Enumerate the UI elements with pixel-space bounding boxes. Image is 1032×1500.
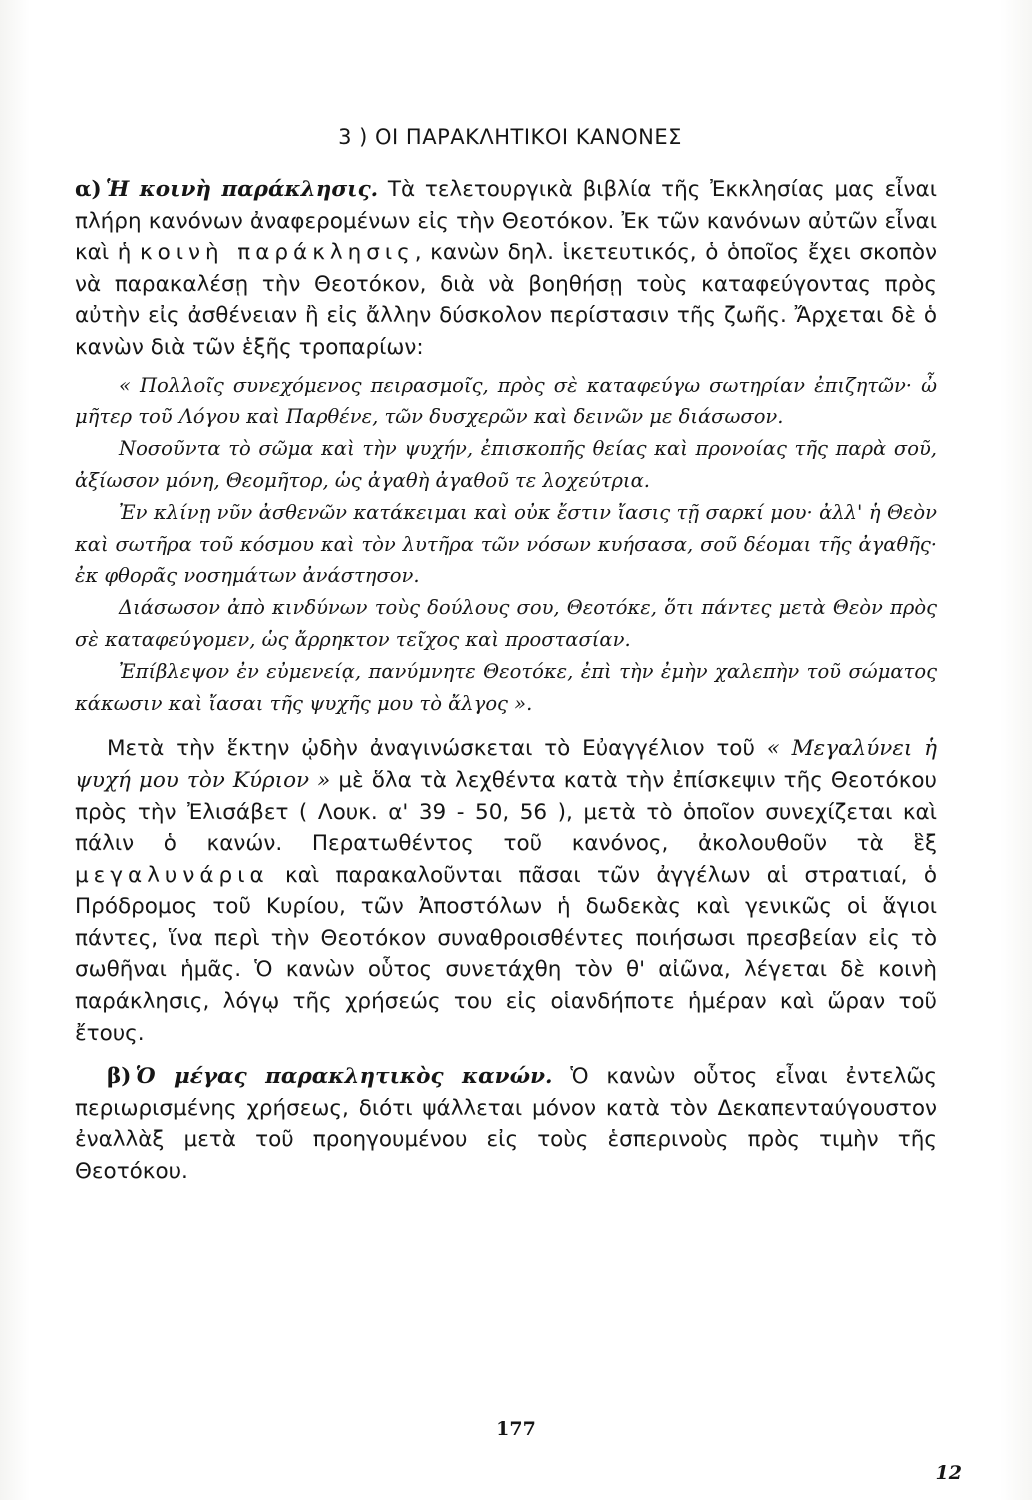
- section-marker-b: β): [107, 1064, 132, 1090]
- after-text-3: καὶ παρακαλοῦνται πᾶσαι τῶν ἀγγέλων αἱ στρατιαί, ὁ Πρόδρομος τοῦ Κυρίου, τῶν Ἀποστόλων ἡ δωδεκὰς καὶ γενικῶς οἱ ἅγιοι πάντες, ἵνα περὶ τὴν Θεοτόκον συναθροισθέντες ποιήσωσι πρεσβείαν εἰς τὸ σωθῆναι ἡμᾶς. Ὁ κανὼν οὗτος συνετάχθη τὸν θ' αἰῶνα, λέγεται δὲ κοινὴ παράκλησις, λόγῳ τῆς χρήσεώς του εἰς οἱανδήποτε ἡμέραν καὶ ὥραν τοῦ ἔτους.: [75, 862, 937, 1046]
- troparion-5: Ἐπίβλεψον ἐν εὐμενείᾳ, πανύμνητε Θεοτόκε, ἐπὶ τὴν ἐμὴν χαλεπὴν τοῦ σώματος κάκωσιν καὶ ἴασαι τῆς ψυχῆς μου τὸ ἄλγος ».: [75, 659, 937, 715]
- section-b-text: Ὁ κανὼν οὗτος εἶναι ἐντελῶς περιωρισμένης χρήσεως, διότι ψάλλεται μόνον κατὰ τὸν Δεκαπενταύγουστον ἐναλλὰξ μετὰ τοῦ προηγουμένου εἰς τοὺς ἑσπερινοὺς πρὸς τιμὴν τῆς Θεοτόκου.: [75, 1064, 938, 1185]
- troparion-4: Διάσωσον ἀπὸ κινδύνων τοὺς δούλους σου, Θεοτόκε, ὅτι πάντες μετὰ Θεὸν πρὸς σὲ καταφεύγομεν, ὡς ἄρρηκτον τεῖχος καὶ προστασίαν.: [75, 596, 937, 651]
- section-marker-a: α): [75, 177, 102, 202]
- page-number: 177: [496, 1418, 536, 1440]
- troparion-1: « Πολλοῖς συνεχόμενος πειρασμοῖς, πρὸς σὲ καταφεύγω σωτηρίαν ἐπιζητῶν· ὦ μῆτερ τοῦ Λόγου καὶ Παρθένε, τῶν δυσχερῶν καὶ δεινῶν με διάσωσον.: [75, 373, 937, 429]
- corner-signature-mark: 12: [935, 1462, 962, 1484]
- section-a-spaced-term: κοινὴ παράκλησις: [139, 240, 415, 266]
- troparion-2: Νοσοῦντα τὸ σῶμα καὶ τὴν ψυχήν, ἐπισκοπῆς θείας καὶ προνοίας τῆς παρὰ σοῦ, ἀξίωσον μόνη, Θεομῆτορ, ὡς ἀγαθὴ ἀγαθοῦ τε λοχεύτρια.: [75, 437, 937, 492]
- section-b-title: Ὁ μέγας παρακλητικὸς κανών.: [135, 1064, 553, 1090]
- paragraph-megas-paraklitikos: [75, 1061, 937, 1187]
- section-a-text-2: , κανὼν δηλ. ἱκετευτικός, ὁ ὁποῖος ἔχει σκοπὸν νὰ παρακαλέσῃ τὴν Θεοτόκον, διὰ νὰ βοηθήσῃ τοὺς καταφεύγοντας πρὸς αὐτὴν εἰς ἀσθένειαν ἢ εἰς ἄλλην δύσκολον περίστασιν τῆς ζωῆς. Ἄρχεται δὲ ὁ κανὼν διὰ τῶν ἑξῆς τροπαρίων:: [75, 240, 937, 360]
- section-a-title: Ἡ κοινὴ παράκλησις.: [105, 177, 379, 202]
- page-content: [75, 122, 937, 1188]
- megalynaria-term: μεγαλυνάρια: [75, 862, 269, 888]
- paragraph-koine-paraklesis: [75, 174, 937, 364]
- after-text-2: μὲ ὅλα τὰ λεχθέντα κατὰ τὴν ἐπίσκεψιν τῆς Θεοτόκου πρὸς τὴν Ἐλισάβετ ( Λουκ. α' 39 - 50, 56 ), μετὰ τὸ ὁποῖον συνεχίζεται καὶ πάλιν ὁ κανών. Περατωθέντος τοῦ κανόνος, ἀκολουθοῦν τὰ ἓξ: [75, 767, 937, 857]
- magnificat-quote: « Μεγαλύνει ἡ ψυχή μου τὸν Κύριον »: [75, 736, 937, 793]
- after-text-1: Μετὰ τὴν ἕκτην ᾠδὴν ἀναγινώσκεται τὸ Εὐαγγέλιον τοῦ: [107, 736, 767, 762]
- paragraph-gospel-megalynaria: [75, 733, 937, 1049]
- troparion-3: Ἐν κλίνῃ νῦν ἀσθενῶν κατάκειμαι καὶ οὐκ ἔστιν ἴασις τῇ σαρκί μου· ἀλλ' ἡ Θεὸν καὶ σωτῆρα τοῦ κόσμου καὶ τὸν λυτῆρα τῶν νόσων κυήσασα, σοῦ δέομαι τῆς ἀγαθῆς· ἐκ φθορᾶς νοσημάτων ἀνάστησον.: [75, 500, 937, 588]
- section-heading: 3 ) ΟΙ ΠΑΡΑΚΛΗΤΙΚΟΙ ΚΑΝΟΝΕΣ: [338, 125, 682, 149]
- section-a-text-1: Τὰ τελετουργικὰ βιβλία τῆς Ἐκκλησίας μας εἶναι πλήρη κανόνων ἀναφερομένων εἰς τὴν Θεοτόκον. Ἐκ τῶν κανόνων αὐτῶν εἶναι καὶ ἡ: [75, 177, 938, 266]
